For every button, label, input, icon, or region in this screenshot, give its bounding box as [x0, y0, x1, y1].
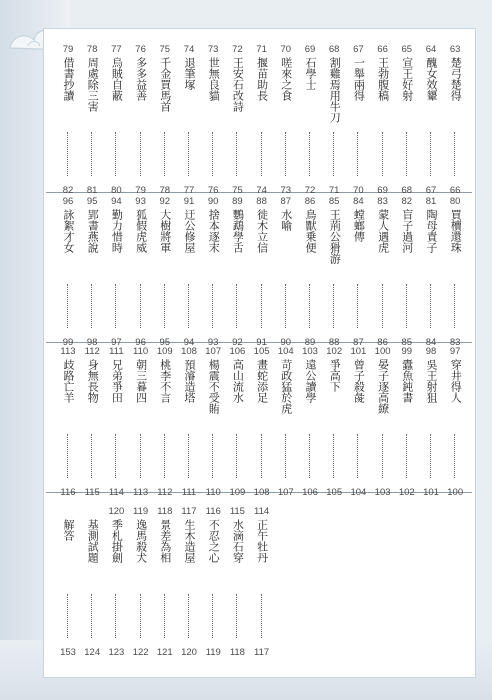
- entry-title: 詠絮才女: [62, 209, 75, 253]
- toc-entry[interactable]: [444, 196, 466, 348]
- entry-page-number: 111: [181, 487, 197, 498]
- leader-dots: [261, 132, 262, 176]
- toc-entry[interactable]: [130, 346, 152, 498]
- leader-dots: [454, 132, 455, 176]
- entry-title: 生木造屋: [183, 519, 196, 563]
- entry-number: 117: [181, 506, 197, 517]
- toc-entry[interactable]: [275, 44, 297, 196]
- entry-page-number: 74: [256, 185, 267, 196]
- entry-title: 桃李不言: [158, 359, 172, 403]
- toc-entry[interactable]: [154, 506, 176, 658]
- leader-dots: [309, 132, 310, 176]
- leader-dots: [115, 132, 116, 176]
- entry-title: 歧路亡羊: [62, 359, 75, 403]
- entry-number: 69: [304, 44, 316, 55]
- toc-entry[interactable]: [130, 44, 152, 196]
- toc-entry[interactable]: [251, 196, 273, 348]
- entry-title: 基測試題: [86, 519, 100, 563]
- leader-dots: [91, 284, 92, 328]
- entry-page-number: 108: [253, 487, 270, 498]
- entry-page-number: 112: [157, 487, 173, 498]
- entry-title: 退筆塚: [183, 57, 196, 90]
- toc-entry[interactable]: [130, 196, 152, 348]
- toc-entry[interactable]: [105, 196, 127, 348]
- toc-entry[interactable]: [226, 506, 248, 658]
- leader-dots: [91, 434, 92, 478]
- entry-number: 96: [62, 196, 74, 207]
- entry-number: 64: [425, 44, 437, 55]
- entry-title: 楚弓楚得: [449, 57, 463, 101]
- toc-entry[interactable]: [57, 506, 79, 658]
- entry-title: 烏賊自蔽: [110, 57, 124, 101]
- toc-entry[interactable]: [226, 346, 248, 498]
- leader-dots: [140, 594, 141, 638]
- entry-title: 正午牡丹: [255, 519, 269, 563]
- toc-entry[interactable]: [444, 44, 466, 196]
- leader-dots: [236, 434, 237, 478]
- entry-page-number: 73: [280, 185, 292, 196]
- leader-dots: [406, 434, 407, 478]
- leader-dots: [188, 284, 189, 328]
- entry-number: 91: [183, 196, 195, 207]
- entry-title: 畫蛇添足: [255, 359, 269, 403]
- leader-dots: [164, 434, 165, 478]
- toc-entry[interactable]: [178, 506, 200, 658]
- entry-title: 曾子殺彘: [352, 359, 366, 403]
- entry-number: 78: [86, 44, 98, 55]
- entry-page-number: 105: [326, 487, 343, 498]
- leader-dots: [430, 434, 431, 478]
- entry-number: 84: [353, 196, 364, 207]
- entry-number: 115: [229, 506, 245, 517]
- toc-entry[interactable]: [299, 44, 321, 196]
- entry-title: 買櫝還珠: [449, 209, 463, 253]
- entry-number: 95: [86, 196, 98, 207]
- entry-page-number: 78: [159, 185, 171, 196]
- toc-entry[interactable]: [323, 196, 345, 348]
- entry-number: 88: [256, 196, 267, 207]
- entry-number: 110: [133, 346, 149, 357]
- toc-entry[interactable]: [105, 44, 127, 196]
- entry-number: 120: [108, 506, 125, 517]
- entry-title: 盲子過河: [400, 209, 414, 253]
- entry-page-number: 84: [425, 337, 437, 348]
- entry-number: 119: [133, 506, 149, 517]
- entry-title: 宣王好射: [400, 57, 414, 101]
- entry-number: 89: [232, 196, 243, 207]
- entry-title: 逸馬殺犬: [134, 519, 148, 563]
- entry-title: 預濬造塔: [183, 359, 196, 403]
- entry-title: 水喻: [279, 209, 293, 231]
- leader-dots: [236, 132, 237, 176]
- toc-entry[interactable]: [202, 196, 224, 348]
- leader-dots: [67, 132, 68, 176]
- entry-title: 楊震不受賄: [207, 359, 221, 414]
- entry-title: 螳螂傳: [352, 209, 366, 242]
- entry-number: 118: [157, 506, 173, 517]
- leader-dots: [212, 284, 213, 328]
- entry-number: 116: [205, 506, 221, 517]
- entry-title: 苛政猛於虎: [279, 359, 293, 414]
- leader-dots: [454, 434, 455, 478]
- toc-entry[interactable]: [226, 44, 248, 196]
- toc-entry[interactable]: [105, 346, 127, 498]
- entry-number: 71: [256, 44, 267, 55]
- toc-entry[interactable]: [396, 196, 418, 348]
- entry-title: 景差為相: [158, 519, 172, 563]
- entry-title: 醜女效顰: [425, 57, 438, 101]
- entry-title: 捨本逐末: [207, 209, 221, 253]
- entry-number: 92: [159, 196, 171, 207]
- entry-page-number: 96: [135, 337, 146, 348]
- entry-number: 80: [449, 196, 461, 207]
- entry-title: 狐假虎威: [134, 209, 148, 253]
- entry-title: 朝三暮四: [134, 359, 148, 403]
- entry-page-number: 113: [133, 487, 149, 498]
- entry-number: 107: [205, 346, 222, 357]
- toc-entry[interactable]: [154, 196, 176, 348]
- leader-dots: [382, 434, 383, 478]
- entry-number: 63: [449, 44, 461, 55]
- leader-dots: [188, 594, 189, 638]
- entry-number: 99: [401, 346, 413, 357]
- entry-title: 陶母責子: [425, 209, 438, 253]
- toc-entry[interactable]: [57, 44, 79, 196]
- entry-number: 104: [277, 346, 294, 357]
- entry-page-number: 120: [181, 647, 197, 658]
- leader-dots: [67, 594, 68, 638]
- leader-dots: [406, 284, 407, 328]
- entry-page-number: 116: [60, 487, 76, 498]
- entry-number: 76: [135, 44, 146, 55]
- toc-entry[interactable]: [202, 346, 224, 498]
- leader-dots: [236, 594, 237, 638]
- leader-dots: [261, 594, 262, 638]
- entry-page-number: 102: [398, 487, 415, 498]
- leader-dots: [164, 594, 165, 638]
- entry-page-number: 67: [425, 185, 437, 196]
- entry-page-number: 118: [229, 647, 245, 658]
- leader-dots: [454, 284, 455, 328]
- toc-entry[interactable]: [444, 346, 466, 498]
- leader-dots: [430, 284, 431, 328]
- leader-dots: [140, 284, 141, 328]
- entry-title: 鸚鵡學舌: [231, 209, 245, 253]
- entry-number: 85: [328, 196, 340, 207]
- entry-number: 83: [377, 196, 388, 207]
- entry-title: 遠公讀學: [304, 359, 317, 403]
- leader-dots: [382, 132, 383, 176]
- toc-entry[interactable]: [299, 196, 321, 348]
- entry-number: 109: [156, 346, 173, 357]
- toc-entry[interactable]: [251, 346, 273, 498]
- entry-title: 王荊公猾游: [328, 209, 342, 264]
- entry-page-number: 77: [183, 185, 195, 196]
- entry-number: 112: [84, 346, 100, 357]
- entry-number: 106: [229, 346, 246, 357]
- entry-page-number: 99: [62, 337, 74, 348]
- entry-page-number: 87: [353, 337, 364, 348]
- leader-dots: [188, 132, 189, 176]
- leader-dots: [91, 594, 92, 638]
- toc-entry[interactable]: [154, 44, 176, 196]
- leader-dots: [212, 434, 213, 478]
- entry-page-number: 98: [86, 337, 98, 348]
- toc-entry[interactable]: [299, 346, 321, 498]
- entry-page-number: 85: [401, 337, 413, 348]
- entry-number: 105: [253, 346, 270, 357]
- entry-page-number: 122: [132, 647, 149, 658]
- entry-number: 70: [280, 44, 292, 55]
- entry-page-number: 109: [229, 487, 246, 498]
- entry-title: 割雞焉用牛刀: [328, 57, 342, 123]
- entry-page-number: 121: [156, 647, 173, 658]
- leader-dots: [67, 434, 68, 478]
- entry-number: 101: [350, 346, 367, 357]
- entry-title: 晏子逐高繚: [376, 359, 390, 414]
- toc-entry[interactable]: [396, 44, 418, 196]
- entry-page-number: 100: [447, 487, 464, 498]
- toc-entry[interactable]: [202, 44, 224, 196]
- toc-entry[interactable]: [347, 346, 369, 498]
- leader-dots: [115, 594, 116, 638]
- entry-page-number: 93: [207, 337, 219, 348]
- entry-number: 114: [254, 506, 270, 517]
- entry-title: 王勃腹稿: [376, 57, 390, 101]
- toc-entry[interactable]: [81, 44, 103, 196]
- leader-dots: [236, 284, 237, 328]
- toc-entry[interactable]: [251, 506, 273, 658]
- entry-number: 73: [207, 44, 219, 55]
- toc-entry[interactable]: [81, 506, 103, 658]
- entry-title: 解答: [62, 519, 75, 541]
- entry-number: 103: [302, 346, 318, 357]
- leader-dots: [212, 132, 213, 176]
- toc-entry[interactable]: [178, 346, 200, 498]
- toc-entry[interactable]: [396, 346, 418, 498]
- entry-title: 身無長物: [86, 359, 100, 403]
- entry-page-number: 114: [108, 487, 124, 498]
- leader-dots: [91, 132, 92, 176]
- entry-page-number: 95: [159, 337, 171, 348]
- leader-dots: [382, 284, 383, 328]
- entry-page-number: 71: [328, 185, 340, 196]
- entry-title: 迂公修屋: [183, 209, 196, 253]
- entry-title: 季札掛劍: [110, 519, 124, 563]
- leader-dots: [164, 132, 165, 176]
- entry-page-number: 117: [254, 647, 270, 658]
- entry-page-number: 89: [304, 337, 316, 348]
- entry-title: 石學士: [304, 57, 317, 90]
- entry-number: 67: [353, 44, 364, 55]
- entry-page-number: 88: [328, 337, 340, 348]
- entry-number: 75: [159, 44, 171, 55]
- entry-number: 77: [111, 44, 122, 55]
- entry-page-number: 94: [183, 337, 195, 348]
- leader-dots: [333, 284, 334, 328]
- entry-page-number: 106: [302, 487, 318, 498]
- entry-title: 水滴石穿: [231, 519, 245, 563]
- toc-entry[interactable]: [372, 44, 394, 196]
- entry-page-number: 107: [277, 487, 294, 498]
- entry-number: 94: [111, 196, 122, 207]
- toc-entry[interactable]: [154, 346, 176, 498]
- toc-entry[interactable]: [420, 196, 442, 348]
- entry-number: 65: [401, 44, 413, 55]
- entry-title: 周處除三害: [86, 57, 100, 112]
- entry-title: 郢書燕說: [86, 209, 100, 253]
- toc-entry[interactable]: [105, 506, 127, 658]
- entry-page-number: 97: [111, 337, 122, 348]
- leader-dots: [333, 132, 334, 176]
- entry-number: 113: [60, 346, 76, 357]
- leader-dots: [357, 132, 358, 176]
- entry-page-number: 115: [84, 487, 100, 498]
- entry-number: 72: [232, 44, 243, 55]
- leader-dots: [430, 132, 431, 176]
- entry-page-number: 75: [232, 185, 243, 196]
- entry-number: 66: [377, 44, 388, 55]
- entry-number: 93: [135, 196, 146, 207]
- leader-dots: [261, 284, 262, 328]
- entry-number: 98: [425, 346, 437, 357]
- entry-number: 81: [425, 196, 437, 207]
- toc-entry[interactable]: [226, 196, 248, 348]
- leader-dots: [115, 434, 116, 478]
- entry-title: 王安石改詩: [231, 57, 245, 112]
- entry-number: 74: [183, 44, 195, 55]
- entry-title: 蒙人遇虎: [376, 209, 390, 253]
- toc-entry[interactable]: [275, 196, 297, 348]
- toc-entry[interactable]: [420, 44, 442, 196]
- entry-page-number: 103: [374, 487, 391, 498]
- leader-dots: [285, 284, 286, 328]
- entry-title: 勤力惜時: [110, 209, 124, 253]
- entry-page-number: 92: [232, 337, 243, 348]
- entry-title: 不忍之心: [207, 519, 221, 563]
- entry-title: 大樹將軍: [158, 209, 172, 253]
- toc-entry[interactable]: [130, 506, 152, 658]
- toc-entry[interactable]: [372, 346, 394, 498]
- entry-title: 穿井得人: [449, 359, 463, 403]
- leader-dots: [140, 434, 141, 478]
- entry-title: 揠苗助長: [255, 57, 269, 101]
- leader-dots: [140, 132, 141, 176]
- entry-page-number: 124: [84, 647, 101, 658]
- entry-page-number: 90: [280, 337, 292, 348]
- toc-entry[interactable]: [372, 196, 394, 348]
- toc-entry[interactable]: [178, 44, 200, 196]
- entry-page-number: 119: [205, 647, 221, 658]
- entry-number: 102: [326, 346, 343, 357]
- entry-page-number: 104: [350, 487, 367, 498]
- entry-title: 千金買馬首: [158, 57, 172, 112]
- entry-page-number: 91: [256, 337, 267, 348]
- entry-page-number: 70: [353, 185, 364, 196]
- entry-title: 借書抄讀: [62, 57, 75, 101]
- leader-dots: [164, 284, 165, 328]
- entry-number: 111: [109, 346, 124, 357]
- entry-number: 79: [62, 44, 74, 55]
- entry-title: 高山流水: [231, 359, 245, 403]
- toc-entry[interactable]: [81, 346, 103, 498]
- entry-title: 鳥獸乗便: [304, 209, 317, 253]
- entry-title: 世無良貓: [207, 57, 221, 101]
- toc-entry[interactable]: [251, 44, 273, 196]
- leader-dots: [67, 284, 68, 328]
- toc-entry[interactable]: [323, 44, 345, 196]
- toc-entry[interactable]: [81, 196, 103, 348]
- entry-number: 97: [449, 346, 461, 357]
- entry-number: 68: [328, 44, 340, 55]
- leader-dots: [333, 434, 334, 478]
- leader-dots: [285, 132, 286, 176]
- leader-dots: [115, 284, 116, 328]
- leader-dots: [285, 434, 286, 478]
- leader-dots: [357, 434, 358, 478]
- leader-dots: [309, 284, 310, 328]
- toc-entry[interactable]: [202, 506, 224, 658]
- entry-number: 82: [401, 196, 413, 207]
- toc-entry[interactable]: [57, 196, 79, 348]
- entry-page-number: 68: [401, 185, 413, 196]
- entry-page-number: 82: [62, 185, 74, 196]
- entry-page-number: 83: [449, 337, 461, 348]
- entry-page-number: 69: [377, 185, 388, 196]
- entry-title: 吳王射狙: [425, 359, 438, 403]
- entry-page-number: 80: [111, 185, 122, 196]
- entry-number: 90: [207, 196, 219, 207]
- entry-page-number: 123: [108, 647, 125, 658]
- toc-entry[interactable]: [347, 196, 369, 348]
- entry-title: 徙木立信: [255, 209, 269, 253]
- entry-title: 兄弟爭田: [110, 359, 124, 403]
- leader-dots: [261, 434, 262, 478]
- entry-title: 一舉兩得: [352, 57, 366, 101]
- leader-dots: [406, 132, 407, 176]
- entry-number: 86: [304, 196, 316, 207]
- entry-page-number: 86: [377, 337, 388, 348]
- toc-entry[interactable]: [275, 346, 297, 498]
- leader-dots: [357, 284, 358, 328]
- toc-entry[interactable]: [323, 346, 345, 498]
- entry-title: 蠹魚鈍書: [400, 359, 414, 403]
- entry-page-number: 76: [207, 185, 219, 196]
- entry-page-number: 66: [449, 185, 461, 196]
- toc-entry[interactable]: [420, 346, 442, 498]
- entry-page-number: 153: [60, 647, 76, 658]
- entry-title: 爭高下: [328, 359, 342, 392]
- entry-page-number: 81: [86, 185, 98, 196]
- entry-page-number: 79: [135, 185, 146, 196]
- toc-entry[interactable]: [57, 346, 79, 498]
- leader-dots: [212, 594, 213, 638]
- entry-number: 100: [374, 346, 391, 357]
- toc-entry[interactable]: [178, 196, 200, 348]
- entry-page-number: 110: [205, 487, 221, 498]
- toc-entry[interactable]: [347, 44, 369, 196]
- entry-number: 87: [280, 196, 292, 207]
- entry-title: 嗟來之食: [279, 57, 293, 101]
- leader-dots: [188, 434, 189, 478]
- entry-page-number: 72: [304, 185, 316, 196]
- leader-dots: [309, 434, 310, 478]
- entry-title: 多多益善: [134, 57, 148, 101]
- entry-number: 108: [181, 346, 197, 357]
- entry-page-number: 101: [423, 487, 439, 498]
